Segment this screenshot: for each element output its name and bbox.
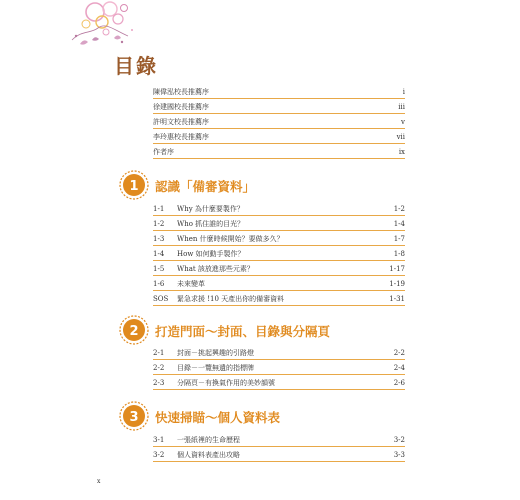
- item-page: 1-2: [393, 205, 405, 213]
- item-page: 2-2: [393, 349, 405, 357]
- entry-page: i: [402, 88, 405, 96]
- svg-text:2: 2: [129, 324, 139, 339]
- item-text: 目錄－一覽無遺的指標牌: [177, 364, 254, 372]
- chapter-title: 快速掃瞄～個人資料表: [155, 410, 281, 425]
- item-text: What 該放進那些元素？: [177, 265, 254, 273]
- entry-page: ix: [398, 148, 405, 156]
- list-item[interactable]: [153, 231, 405, 246]
- item-page: 1-31: [389, 295, 405, 303]
- entry-label: 李玲惠校長推薦序: [153, 133, 209, 141]
- item-number: 3-2: [153, 451, 165, 459]
- chapter-3-list: [153, 432, 405, 462]
- entry-label: 作者序: [153, 148, 174, 156]
- entry-page: v: [401, 118, 405, 126]
- item-number: SOS: [153, 295, 169, 303]
- chapter-heading-3: [119, 401, 419, 433]
- list-item[interactable]: [153, 114, 405, 129]
- item-number: 2-3: [153, 379, 165, 387]
- chapter-1-list: [153, 201, 405, 306]
- entry-label: 陳偉泓校長推薦序: [153, 88, 209, 96]
- chapter-number-badge-icon: [119, 170, 149, 200]
- chapter-heading-2: [119, 315, 419, 347]
- item-number: 1-3: [153, 235, 165, 243]
- item-text: 緊急求援 !10 天產出你的備審資料: [177, 295, 285, 303]
- chapter-number-badge-icon: [119, 315, 149, 345]
- item-number: 1-5: [153, 265, 165, 273]
- item-page: 1-7: [393, 235, 405, 243]
- chapter-number-badge-icon: [119, 401, 149, 431]
- item-number: 1-6: [153, 280, 165, 288]
- svg-text:1: 1: [129, 179, 139, 194]
- item-page: 1-19: [389, 280, 405, 288]
- list-item[interactable]: [153, 216, 405, 231]
- list-item[interactable]: [153, 276, 405, 291]
- list-item[interactable]: [153, 246, 405, 261]
- item-text: When 什麼時候開始？要做多久？: [177, 235, 284, 243]
- page-number: x: [97, 478, 101, 485]
- list-item[interactable]: [153, 291, 405, 306]
- item-page: 3-2: [393, 436, 405, 444]
- chapter-title: 打造門面～封面、目錄與分隔頁: [155, 324, 331, 339]
- item-text: 分隔頁－有換氣作用的美妙韻號: [177, 379, 275, 387]
- item-text: 未來變革: [177, 280, 205, 288]
- list-item[interactable]: [153, 360, 405, 375]
- entry-label: 許明文校長推薦序: [153, 118, 209, 126]
- list-item[interactable]: [153, 99, 405, 114]
- item-text: Who 抓住誰的目光？: [177, 220, 245, 228]
- item-page: 1-17: [389, 265, 405, 273]
- list-item[interactable]: [153, 84, 405, 99]
- item-number: 1-4: [153, 250, 165, 258]
- list-item[interactable]: [153, 261, 405, 276]
- item-text: Why 為什麼要製作？: [177, 205, 244, 213]
- list-item[interactable]: [153, 144, 405, 159]
- item-text: 個人資料表產出攻略: [177, 451, 240, 459]
- item-number: 2-1: [153, 349, 165, 357]
- item-number: 1-2: [153, 220, 165, 228]
- list-item[interactable]: [153, 447, 405, 462]
- item-page: 2-6: [393, 379, 405, 387]
- item-number: 2-2: [153, 364, 165, 372]
- page-title: 目錄: [114, 54, 158, 78]
- list-item[interactable]: [153, 201, 405, 216]
- list-item[interactable]: [153, 345, 405, 360]
- preface-list: [153, 84, 405, 159]
- item-text: How 如何動手製作？: [177, 250, 245, 258]
- chapter-heading-1: [119, 170, 419, 202]
- item-page: 2-4: [393, 364, 405, 372]
- entry-page: vii: [396, 133, 405, 141]
- item-page: 1-4: [393, 220, 405, 228]
- list-item[interactable]: [153, 129, 405, 144]
- chapter-title: 認識「備審資料」: [155, 179, 256, 194]
- item-text: 封面－挑起興趣的引路燈: [177, 349, 254, 357]
- list-item[interactable]: [153, 375, 405, 390]
- list-item[interactable]: [153, 432, 405, 447]
- floral-decoration-icon: [62, 0, 142, 50]
- item-page: 1-8: [393, 250, 405, 258]
- svg-text:3: 3: [129, 410, 139, 425]
- item-number: 3-1: [153, 436, 165, 444]
- entry-label: 徐建國校長推薦序: [153, 103, 209, 111]
- item-page: 3-3: [393, 451, 405, 459]
- item-text: 一張紙裡的生命歷程: [177, 436, 240, 444]
- chapter-2-list: [153, 345, 405, 390]
- item-number: 1-1: [153, 205, 165, 213]
- entry-page: iii: [398, 103, 405, 111]
